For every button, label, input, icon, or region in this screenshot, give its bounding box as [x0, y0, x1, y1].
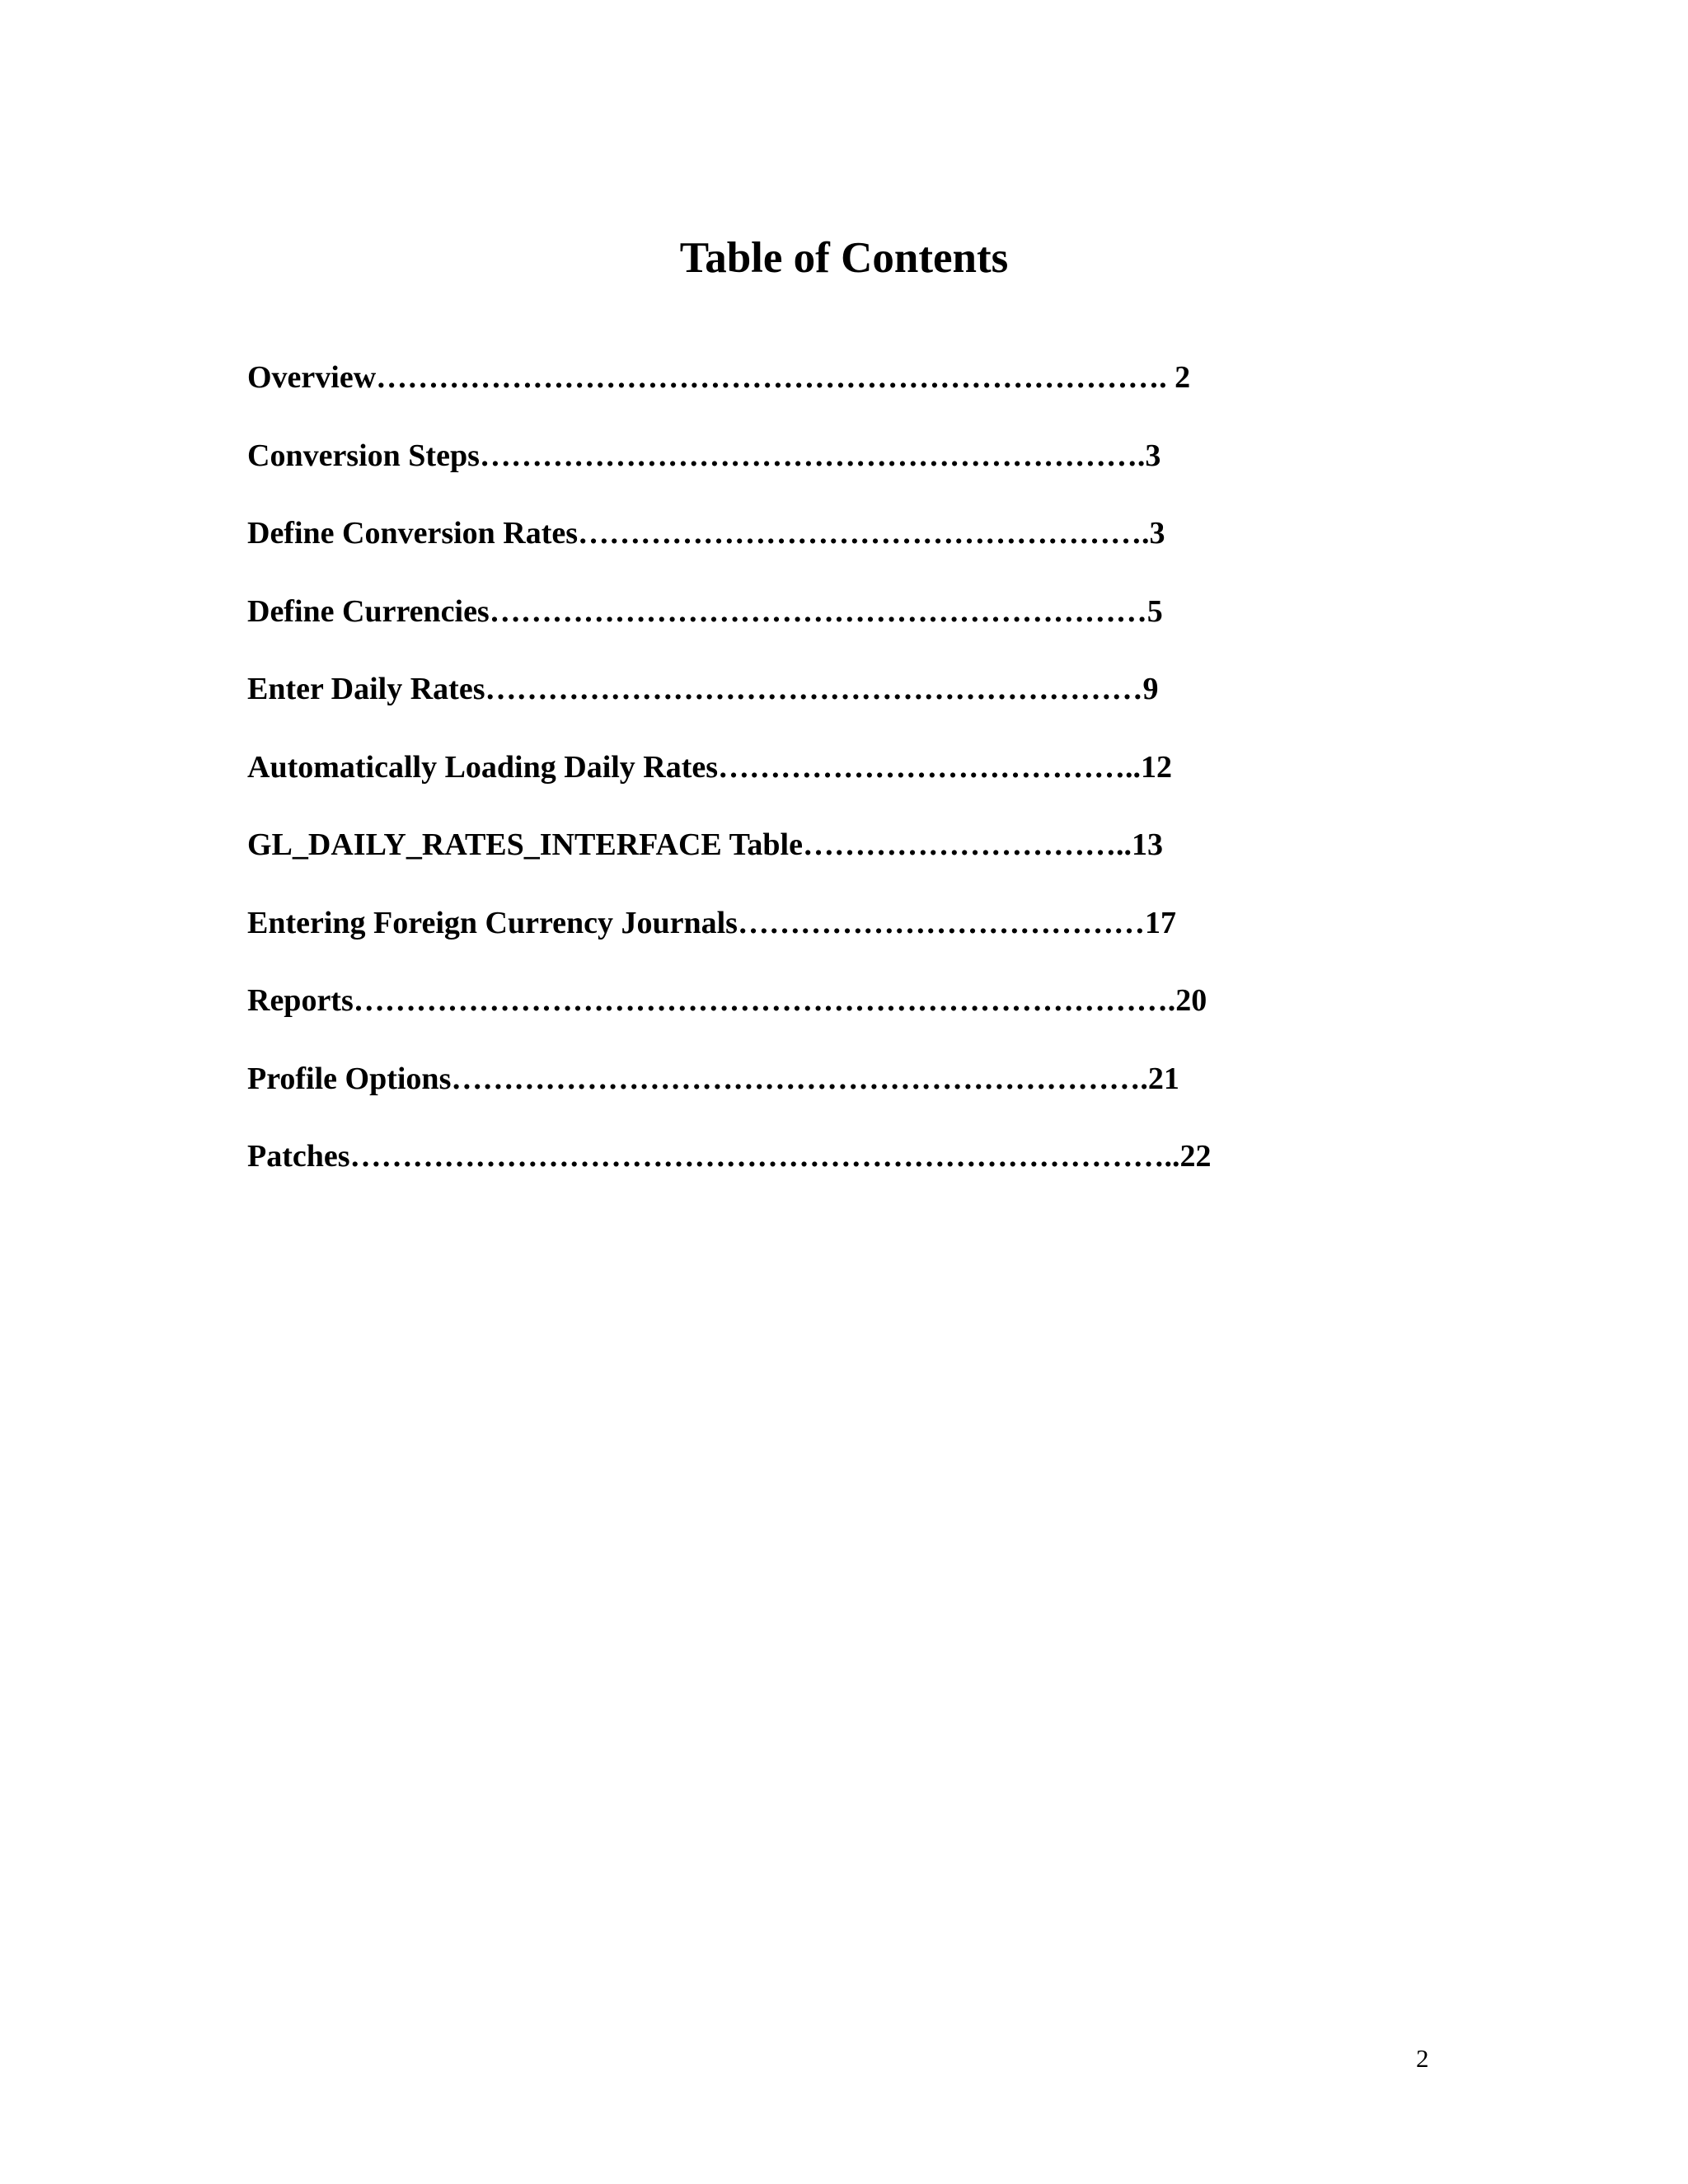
toc-entry-conversion-steps: Conversion Steps……………………………………………………….3: [247, 438, 1161, 473]
page-number: 2: [1416, 2044, 1429, 2073]
toc-title: Table of Contents: [679, 234, 1009, 282]
toc-list: [247, 353, 1212, 1210]
toc-entry-automatically-loading-daily-rates: Automatically Loading Daily Rates…………………………………..12: [247, 749, 1173, 785]
toc-entry-overview: Overview…………………………………………………………………. 2: [247, 360, 1191, 395]
toc-entry-define-currencies: Define Currencies………………………………………………………5: [247, 593, 1163, 629]
toc-entry-define-conversion-rates: Define Conversion Rates……………………………………………….3: [247, 516, 1165, 551]
toc-entry-profile-options: Profile Options………………………………………………………….21: [247, 1061, 1179, 1096]
toc-entry-reports: Reports…………………………………………………………………….20: [247, 983, 1207, 1018]
toc-entry-enter-daily-rates: Enter Daily Rates………………………………………………………9: [247, 672, 1159, 706]
toc-entry-gl-daily-rates-interface-table: GL_DAILY_RATES_INTERFACE Table…………………………..13: [247, 827, 1163, 862]
toc-entry-patches: Patches……………………………………………………………………..22: [247, 1139, 1212, 1174]
toc-entry-entering-foreign-currency-journals: Entering Foreign Currency Journals…………………………………17: [247, 905, 1176, 940]
